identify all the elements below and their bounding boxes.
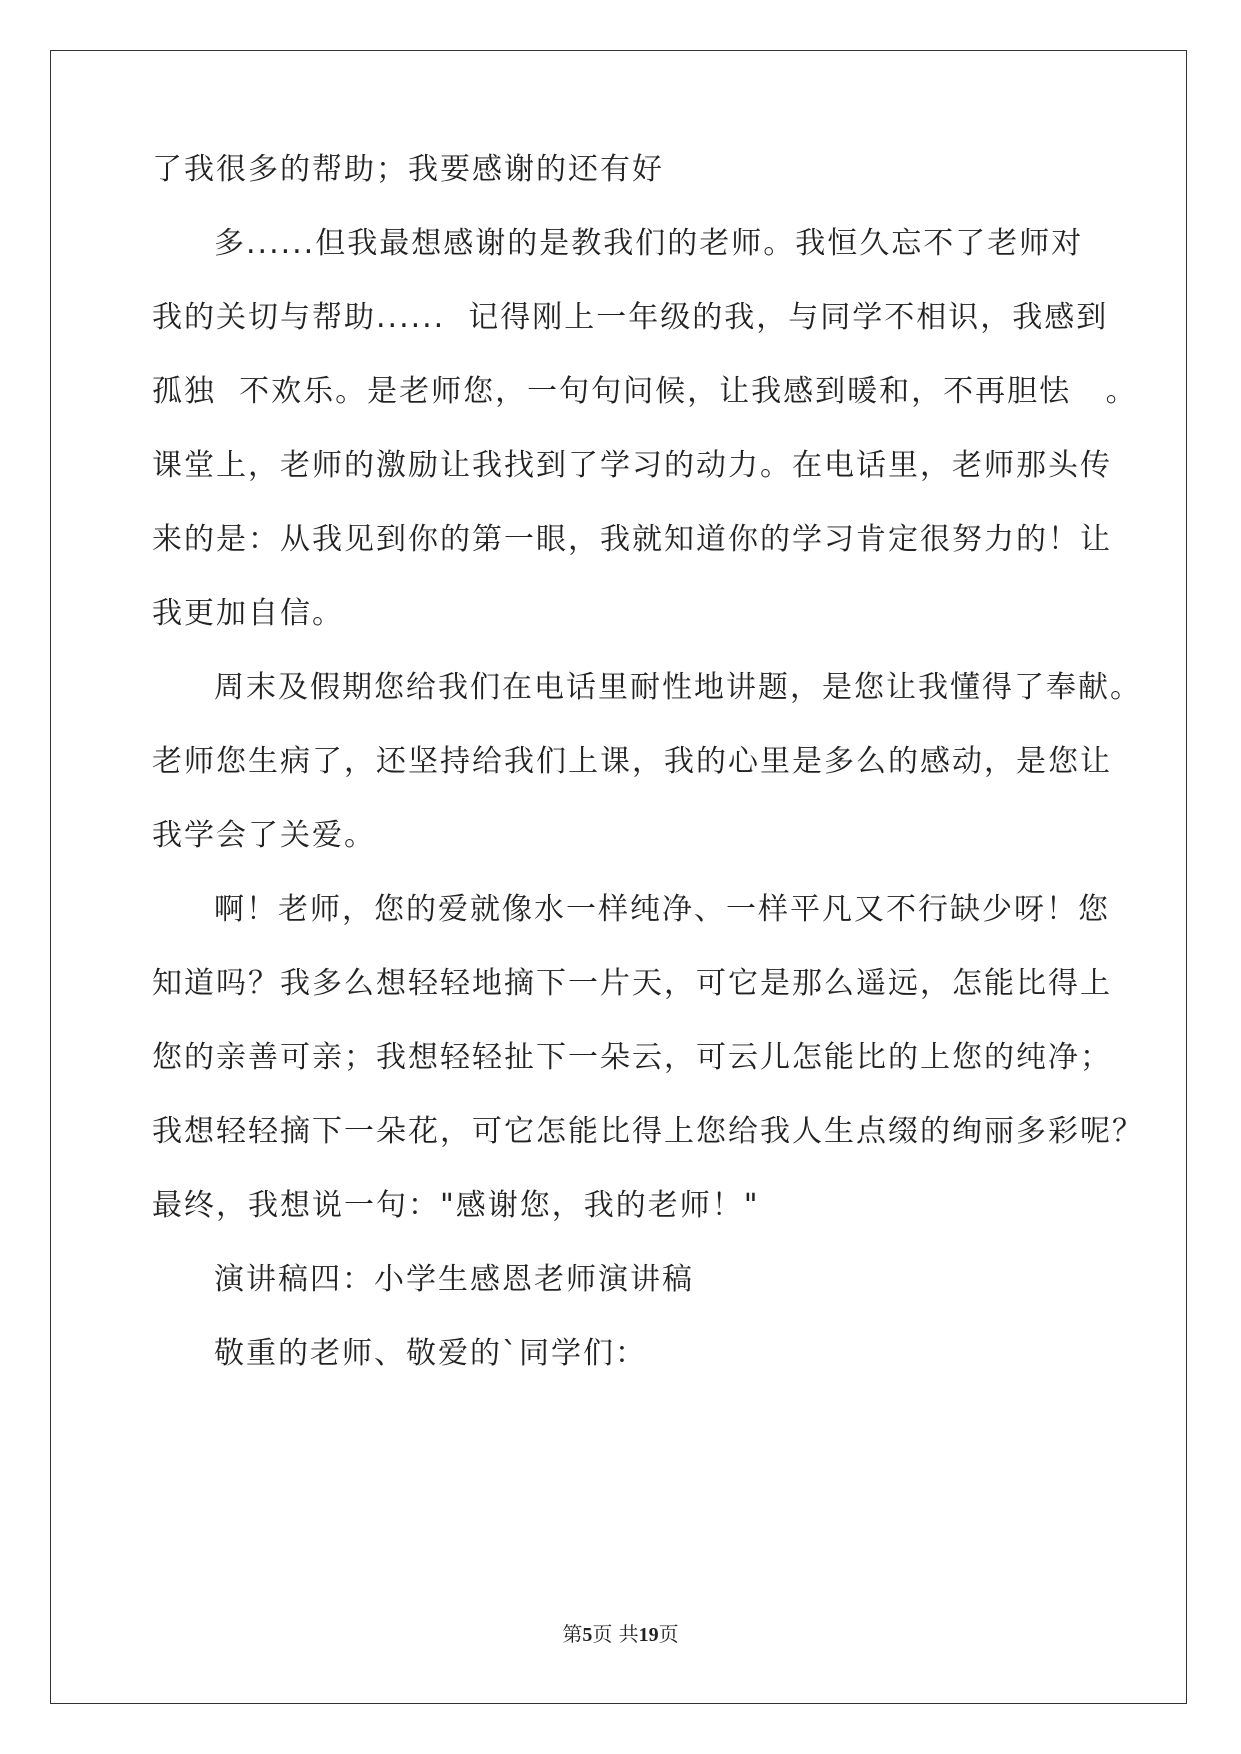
page-current: 5 <box>582 1624 593 1646</box>
page-suffix: 页 <box>658 1622 679 1646</box>
text-line-7: 我更加自信。 <box>152 596 344 631</box>
text-line-11: 啊！老师，您的爱就像水一样纯净、一样平凡又不行缺少呀！您 <box>214 892 1110 927</box>
text-line-1: 了我很多的帮助；我要感谢的还有好 <box>152 152 664 187</box>
text-line-14: 我想轻轻摘下一朵花，可它怎能比得上您给我人生点缀的绚丽多彩呢？ <box>152 1114 1144 1149</box>
text-line-9: 老师您生病了，还坚持给我们上课，我的心里是多么的感动，是您让 <box>152 744 1112 779</box>
text-line-6: 来的是：从我见到你的第一眼，我就知道你的学习肯定很努力的！让 <box>152 522 1112 557</box>
text-line-2: 多......但我最想感谢的是教我们的老师。我恒久忘不了老师对 <box>214 226 1084 261</box>
text-line-12: 知道吗？我多么想轻轻地摘下一片天，可它是那么遥远，怎能比得上 <box>152 966 1112 1001</box>
text-line-13: 您的亲善可亲；我想轻轻扯下一朵云，可云儿怎能比的上您的纯净； <box>152 1040 1112 1075</box>
page-mid: 页 共 <box>592 1622 639 1646</box>
text-line-8: 周末及假期您给我们在电话里耐性地讲题，是您让我懂得了奉献。 <box>214 670 1142 705</box>
text-line-10: 我学会了关爱。 <box>152 818 376 853</box>
page-prefix: 第 <box>562 1622 583 1646</box>
salutation: 敬重的老师、敬爱的`同学们： <box>214 1336 647 1371</box>
text-line-3: 我的关切与帮助...... 记得刚上一年级的我，与同学不相识，我感到 <box>152 300 1109 335</box>
text-line-5: 课堂上，老师的激励让我找到了学习的动力。在电话里，老师那头传 <box>152 448 1112 483</box>
page-footer <box>0 1618 1241 1647</box>
text-line-4: 孤独 不欢乐。是老师您，一句句问候，让我感到暖和，不再胆怯 。 <box>152 374 1138 409</box>
section-heading: 演讲稿四：小学生感恩老师演讲稿 <box>214 1262 694 1297</box>
page-total: 19 <box>638 1624 659 1646</box>
text-line-15: 最终，我想说一句："感谢您，我的老师！" <box>152 1188 760 1223</box>
